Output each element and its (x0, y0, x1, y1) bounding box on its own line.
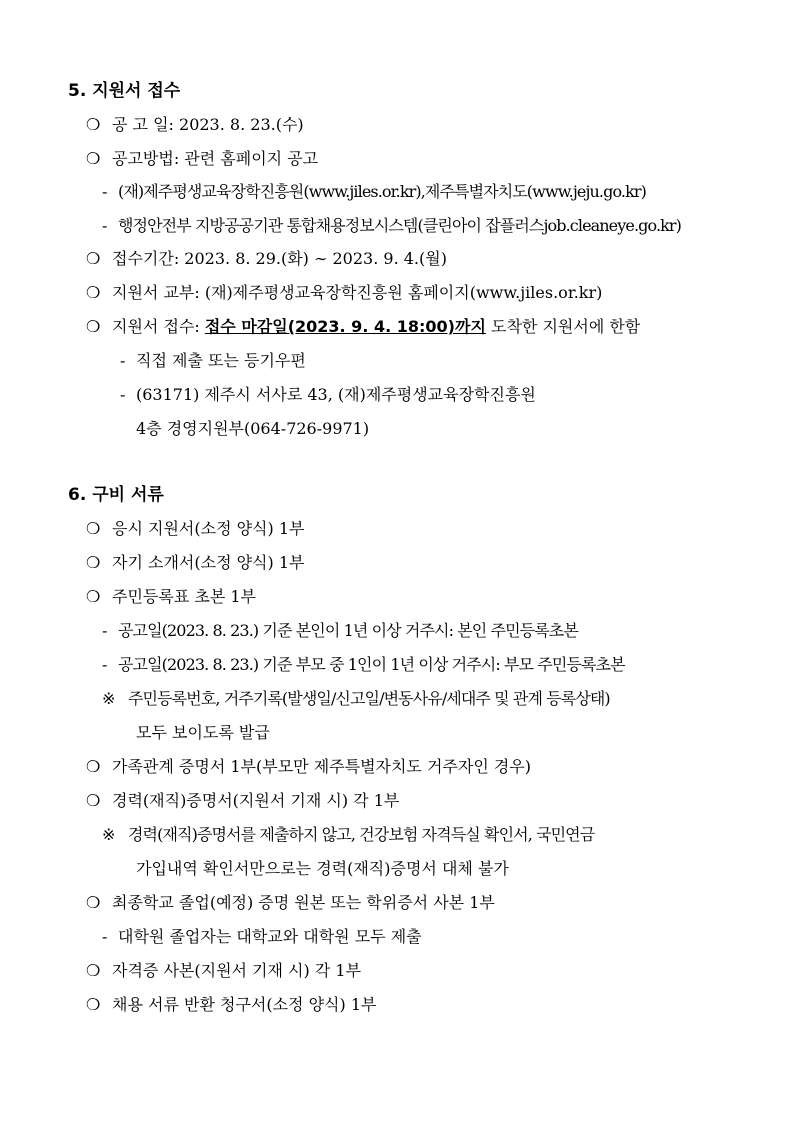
item-graduation: ❍ 최종학교 졸업(예정) 증명 원본 또는 학위증서 사본 1부 (86, 893, 495, 912)
item-submission: ❍ 지원서 접수: 접수 마감일(2023. 9. 4. 18:00)까지 도착한 지원서에 한함 (86, 317, 641, 336)
item-announce-date: ❍ 공 고 일: 2023. 8. 23.(수) (86, 115, 304, 134)
item-license: ❍ 자격증 사본(지원서 기재 시) 각 1부 (86, 961, 362, 980)
submission-sub2-cont: 4층 경영지원부(064-726-9971) (136, 419, 370, 438)
resident-sub2: - 공고일(2023. 8. 23.) 기준 부모 중 1인이 1년 이상 거주시: 부모 주민등록초본 (102, 655, 625, 674)
bullet-icon: ❍ (86, 249, 101, 268)
bullet-icon: ❍ (86, 317, 101, 336)
item-return-request: ❍ 채용 서류 반환 청구서(소정 양식) 1부 (86, 995, 377, 1014)
method-sub2: - 행정안전부 지방공공기관 통합채용정보시스템(클린아이 잡플러스job.cleaneye.go.kr) (102, 216, 682, 235)
dash-icon: - (102, 621, 107, 640)
resident-sub1: - 공고일(2023. 8. 23.) 기준 본인이 1년 이상 거주시: 본인 주민등록초본 (102, 621, 578, 640)
dash-icon: - (102, 927, 108, 946)
hollow-bullet-icon: ❍ (86, 587, 101, 606)
item-self-intro: ❍ 자기 소개서(소정 양식) 1부 (86, 553, 305, 572)
hollow-bullet-icon: ❍ (86, 757, 101, 776)
deadline-emphasis: 접수 마감일(2023. 9. 4. 18:00)까지 (204, 317, 486, 336)
section5-heading: 5. 지원서 접수 (68, 81, 181, 101)
bullet-icon: ❍ (86, 283, 101, 302)
reference-mark-icon: ※ (102, 825, 115, 844)
item-application: ❍ 응시 지원서(소정 양식) 1부 (86, 519, 305, 538)
career-note-cont: 가입내역 확인서만으로는 경력(재직)증명서 대체 불가 (136, 859, 509, 878)
dash-icon: - (120, 385, 126, 404)
graduation-sub: - 대학원 졸업자는 대학교와 대학원 모두 제출 (102, 927, 422, 946)
item-family: ❍ 가족관계 증명서 1부(부모만 제주특별자치도 거주자인 경우) (86, 757, 532, 776)
resident-note: ※ 주민등록번호, 거주기록(발생일/신고일/변동사유/세대주 및 관계 등록상태) (102, 689, 610, 708)
item-period: ❍ 접수기간: 2023. 8. 29.(화) ∼ 2023. 9. 4.(월) (86, 249, 447, 268)
career-note: ※ 경력(재직)증명서를 제출하지 않고, 건강보험 자격득실 확인서, 국민연금 (102, 825, 595, 844)
hollow-bullet-icon: ❍ (86, 553, 101, 572)
method-sub1: - (재)제주평생교육장학진흥원(www.jiles.or.kr),제주특별자치도(www.jeju.go.kr) (102, 182, 646, 201)
resident-note-cont: 모두 보이도록 발급 (136, 723, 270, 742)
item-career: ❍ 경력(재직)증명서(지원서 기재 시) 각 1부 (86, 791, 400, 810)
dash-icon: - (120, 351, 126, 370)
item-announce-method: ❍ 공고방법: 관련 홈페이지 공고 (86, 149, 319, 168)
dash-icon: - (102, 655, 107, 674)
hollow-bullet-icon: ❍ (86, 519, 101, 538)
bullet-icon: ❍ (86, 115, 101, 134)
dash-icon: - (102, 216, 107, 235)
reference-mark-icon: ※ (102, 689, 115, 708)
bullet-icon: ❍ (86, 995, 101, 1014)
submission-sub1: - 직접 제출 또는 등기우편 (120, 351, 306, 370)
item-resident-copy: ❍ 주민등록표 초본 1부 (86, 587, 256, 606)
submission-sub2: - (63171) 제주시 서사로 43, (재)제주평생교육장학진흥원 (120, 385, 536, 404)
bullet-icon: ❍ (86, 149, 101, 168)
section6-heading: 6. 구비 서류 (68, 485, 164, 505)
hollow-bullet-icon: ❍ (86, 893, 101, 912)
dash-icon: - (102, 182, 107, 201)
item-distribution: ❍ 지원서 교부: (재)제주평생교육장학진흥원 홈페이지(www.jiles.or.kr) (86, 283, 603, 302)
hollow-bullet-icon: ❍ (86, 791, 101, 810)
hollow-bullet-icon: ❍ (86, 961, 101, 980)
